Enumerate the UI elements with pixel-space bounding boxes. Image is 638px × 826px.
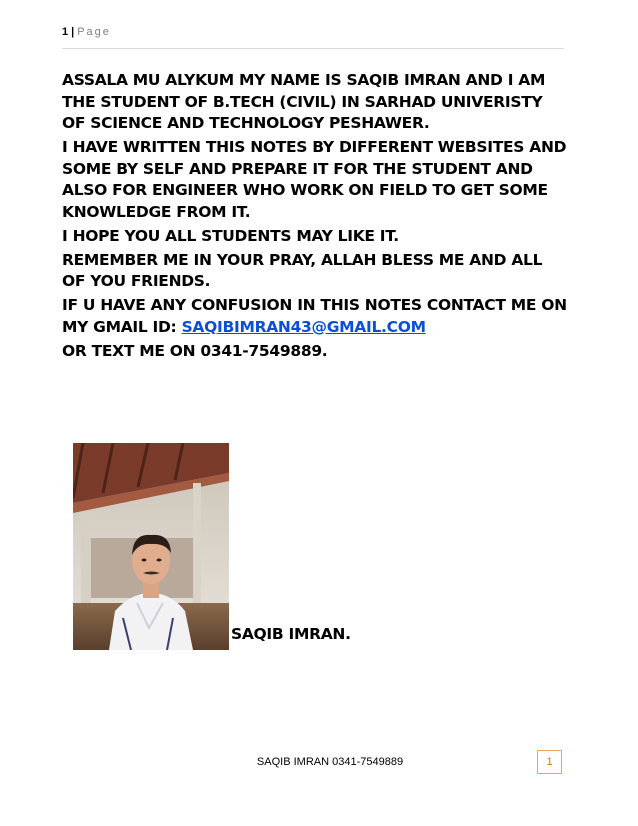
paragraph-intro: ASSALA MU ALYKUM MY NAME IS SAQIB IMRAN AND I AM THE STUDENT OF B.TECH (CIVIL) IN SARHAD UNIVERISTY OF SCIENCE AND TECHNOLOGY PESHAWER. [62,71,546,132]
paragraph-phone: OR TEXT ME ON 0341-7549889. [62,341,328,360]
document-body [62,70,567,365]
footer-page-number: 1 [537,750,562,774]
page-header [62,26,564,49]
paragraph-hope: I HOPE YOU ALL STUDENTS MAY LIKE IT. [62,226,399,245]
paragraph-contact [62,295,567,338]
header-page-number: 1 [62,26,69,38]
header-page-word: Page [77,26,111,38]
paragraph-pray: REMEMBER ME IN YOUR PRAY, ALLAH BLESS ME AND ALL OF YOU FRIENDS. [62,250,543,290]
header-separator: | [71,26,75,38]
paragraph-notes: I HAVE WRITTEN THIS NOTES BY DIFFERENT WEBSITES AND SOME BY SELF AND PREPARE IT FOR THE STUDENT AND ALSO FOR ENGINEER WHO WORK ON FIELD TO GET SOME KNOWLEDGE FROM IT. [62,138,567,221]
author-caption: SAQIB IMRAN. [231,625,351,643]
contact-prefix: IF U HAVE ANY CONFUSION IN THIS NOTES CONTACT ME ON MY GMAIL ID: [62,296,567,336]
author-photo [73,443,229,650]
email-link[interactable]: SAQIBIMRAN43@GMAIL.COM [181,317,426,336]
footer-text: SAQIB IMRAN 0341-7549889 [256,756,404,768]
